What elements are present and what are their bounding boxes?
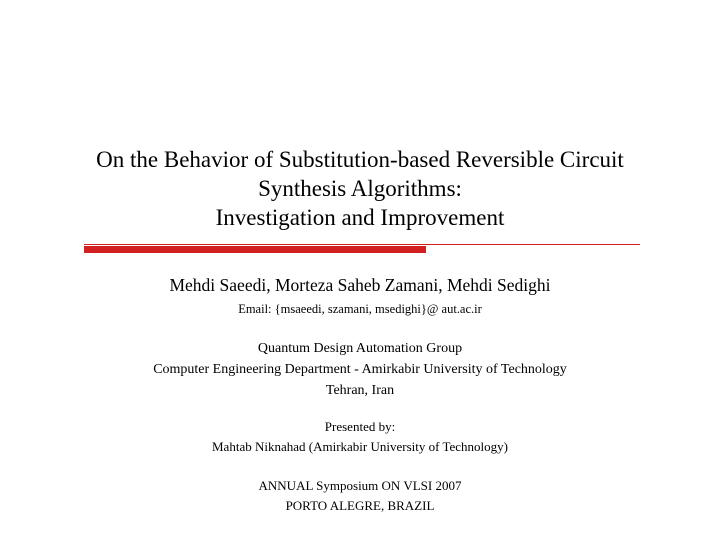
conference-location: PORTO ALEGRE, BRAZIL [285, 498, 435, 513]
title-line-1: On the Behavior of Substitution-based Reversible Circuit [96, 147, 624, 172]
title-line-2: Synthesis Algorithms: [258, 176, 462, 201]
authors: Mehdi Saeedi, Morteza Saheb Zamani, Mehdi Sedighi [169, 275, 551, 295]
affiliation-line-3: Tehran, Iran [325, 383, 395, 398]
affiliation-line-2: Computer Engineering Department - Amirkabir University of Technology [153, 362, 567, 377]
title-divider-thick [84, 246, 426, 253]
conference-name: ANNUAL Symposium ON VLSI 2007 [258, 478, 462, 493]
title-line-3: Investigation and Improvement [215, 205, 505, 230]
presented-by-label: Presented by: [324, 419, 396, 434]
conference [0, 476, 720, 516]
email: Email: {msaeedi, szamani, msedighi}@ aut.ac.ir [238, 302, 482, 316]
title-divider-thin [84, 244, 640, 245]
presenter-name: Mahtab Niknahad (Amirkabir University of Technology) [212, 439, 508, 454]
presenter [0, 417, 720, 457]
affiliation [0, 338, 720, 401]
affiliation-line-1: Quantum Design Automation Group [257, 341, 463, 356]
slide-title [40, 145, 680, 232]
